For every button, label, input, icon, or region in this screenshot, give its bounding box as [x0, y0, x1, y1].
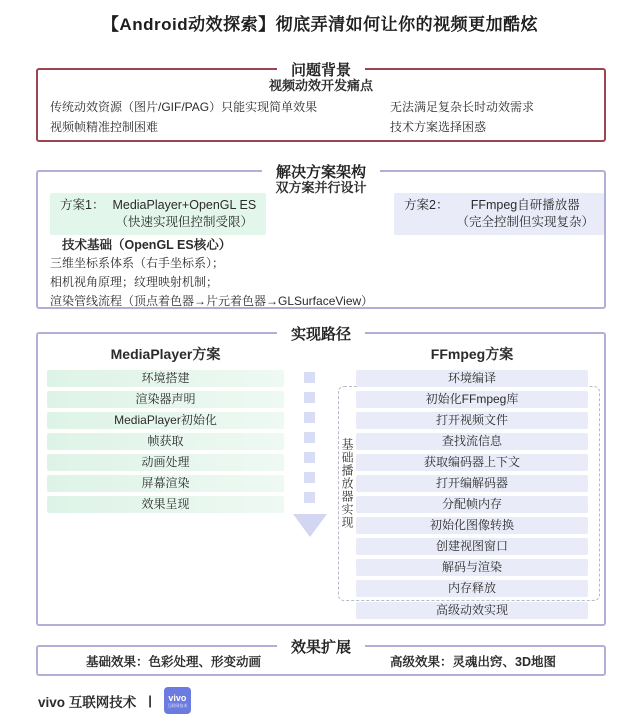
section-implementation-path — [36, 326, 606, 626]
down-arrow-segment — [304, 372, 315, 383]
section-ext-heading: 效果扩展 — [277, 636, 365, 657]
plan2-text — [456, 197, 594, 231]
footer — [38, 687, 191, 714]
mediaplayer-step: 屏幕渲染 — [47, 475, 284, 492]
problem-item: 技术方案选择困惑 — [390, 120, 487, 134]
down-arrow-segment — [304, 432, 315, 443]
ffmpeg-step: 打开编解码器 — [356, 475, 588, 492]
plan1-text — [112, 197, 256, 231]
ffmpeg-step: 获取编码器上下文 — [356, 454, 588, 471]
ffmpeg-step: 高级动效实现 — [356, 602, 588, 619]
ffmpeg-step: 内存释放 — [356, 580, 588, 597]
plan2-label: 方案2： — [404, 198, 449, 212]
section-impl-heading: 实现路径 — [277, 323, 365, 344]
ffmpeg-step: 初始化FFmpeg库 — [356, 391, 588, 408]
down-arrow-segment — [304, 392, 315, 403]
ffmpeg-step: 环境编译 — [356, 370, 588, 387]
plan1-note: （快速实现但控制受限） — [115, 215, 254, 229]
mediaplayer-step: 效果呈现 — [47, 496, 284, 513]
mediaplayer-step: 帧获取 — [47, 433, 284, 450]
ext-advanced-effects: 高级效果：灵魂出窍、3D地图 — [390, 654, 556, 669]
ffmpeg-step: 初始化图像转换 — [356, 517, 588, 534]
ffmpeg-step: 解码与渲染 — [356, 559, 588, 576]
down-arrow-icon — [293, 514, 327, 537]
down-arrow-segment — [304, 412, 315, 423]
down-arrow-segment — [304, 472, 315, 483]
plan1-title: MediaPlayer+OpenGL ES — [112, 198, 257, 212]
mediaplayer-step: 环境搭建 — [47, 370, 284, 387]
ffmpeg-step: 分配帧内存 — [356, 496, 588, 513]
problem-left-list — [50, 97, 317, 137]
section-solution-architecture — [36, 164, 606, 309]
tech-item: 相机视角原理；纹理映射机制； — [50, 275, 219, 289]
problem-subtitle: 视频动效开发痛点 — [268, 78, 373, 93]
plan1-label: 方案1： — [60, 198, 105, 212]
tech-item: 渲染管线流程（顶点着色器→片元着色器→GLSurfaceView） — [50, 294, 374, 308]
mediaplayer-step: 动画处理 — [47, 454, 284, 471]
mediaplayer-column-title: MediaPlayer方案 — [110, 346, 221, 362]
tech-basis-list — [50, 254, 373, 311]
footer-divider: | — [148, 693, 152, 708]
ffmpeg-step: 打开视频文件 — [356, 412, 588, 429]
vivo-logo — [164, 687, 191, 714]
vivo-logo-text: vivo — [168, 693, 187, 703]
vivo-logo-subtext: 互联网技术 — [167, 703, 188, 708]
problem-item: 无法满足复杂长时动效需求 — [390, 100, 535, 114]
tech-item: 三维坐标系体系（右手坐标系）； — [50, 256, 225, 270]
down-arrow-segment — [304, 452, 315, 463]
plan2-note: （完全控制但实现复杂） — [456, 215, 594, 229]
page-title: 【Android动效探索】彻底弄清如何让你的视频更加酷炫 — [101, 15, 539, 34]
problem-item: 视频帧精准控制困难 — [50, 120, 159, 134]
section-problem-heading: 问题背景 — [277, 59, 365, 80]
section-effect-extension — [36, 639, 606, 676]
plan1-card — [50, 193, 266, 235]
ffmpeg-step: 查找流信息 — [356, 433, 588, 450]
problem-right-list — [390, 97, 534, 137]
plan2-title: FFmpeg自研播放器 — [470, 198, 580, 212]
ext-basic-effects: 基础效果：色彩处理、形变动画 — [86, 654, 262, 669]
mediaplayer-step: 渲染器声明 — [47, 391, 284, 408]
section-problem-background — [36, 62, 606, 142]
problem-item: 传统动效资源（图片/GIF/PAG）只能实现简单效果 — [50, 100, 318, 114]
ffmpeg-column-title: FFmpeg方案 — [430, 346, 514, 362]
down-arrow-segment — [304, 492, 315, 503]
plan2-card — [394, 193, 604, 235]
basic-player-group-label: 基础播放器实现 — [340, 438, 354, 529]
section-solution-heading: 解决方案架构 — [262, 161, 380, 182]
mediaplayer-step: MediaPlayer初始化 — [47, 412, 284, 429]
footer-brand-text: vivo 互联网技术 — [38, 694, 137, 710]
ffmpeg-step: 创建视图窗口 — [356, 538, 588, 555]
solution-subtitle: 双方案并行设计 — [275, 180, 367, 195]
tech-basis-title: 技术基础（OpenGL ES核心） — [62, 238, 232, 252]
